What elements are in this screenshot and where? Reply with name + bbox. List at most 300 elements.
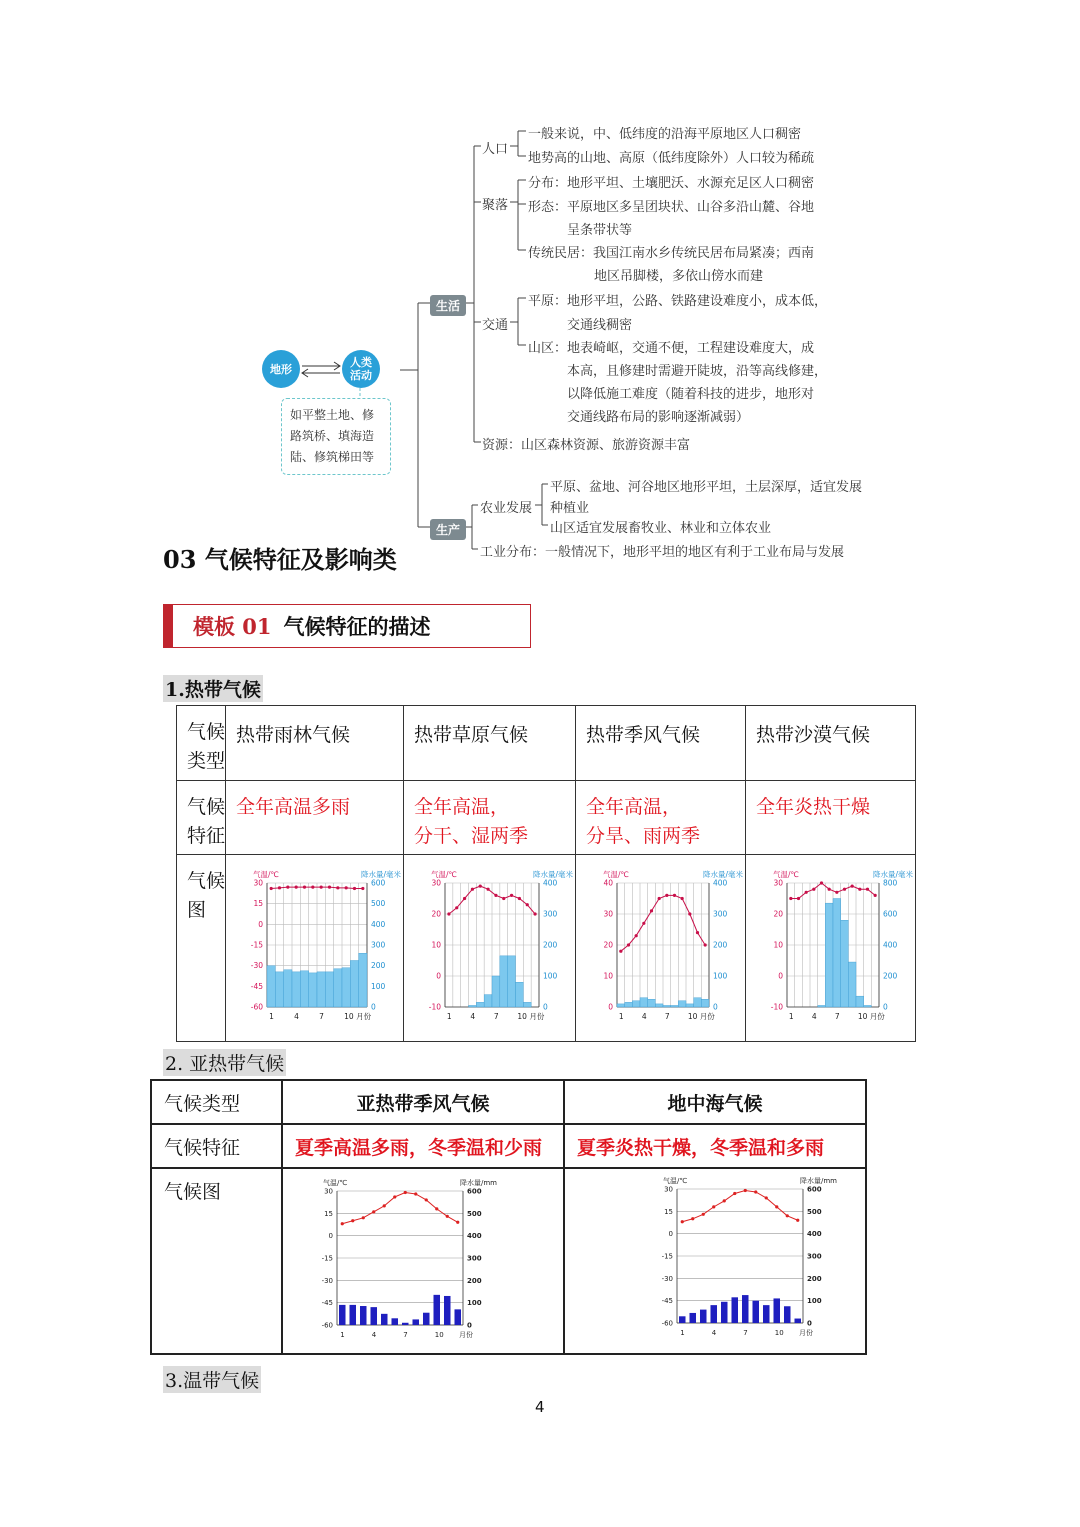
precip-bar (784, 1306, 791, 1323)
population-line: 地势高的山地、高原（低纬度除外）人口较为稀疏 (528, 151, 815, 166)
precip-bar (476, 1002, 484, 1007)
temp-point (681, 897, 684, 900)
precip-tick-label: 400 (713, 878, 728, 888)
precip-bar (391, 1318, 398, 1325)
x-tick-label: 10 月份 (344, 1012, 372, 1021)
precip-bar (689, 1313, 696, 1323)
precip-bar (267, 966, 275, 1007)
precip-bar (794, 1319, 801, 1323)
temp-point (383, 1204, 386, 1207)
precip-tick-label: 600 (883, 909, 898, 919)
x-tick-label: 1 (446, 1012, 452, 1021)
temp-tick-label: 10 (773, 940, 783, 950)
temp-point (805, 891, 808, 894)
precip-bar (679, 1316, 686, 1323)
traffic-line: 以降低施工难度（随着科技的进步，地形对 (567, 387, 815, 402)
precip-bar (339, 1305, 346, 1325)
precip-axis-label: 降水量/mm (800, 1177, 837, 1185)
precip-bar (632, 1001, 640, 1007)
temp-point (797, 897, 800, 900)
temp-point (502, 897, 505, 900)
precip-bar (773, 1298, 780, 1323)
temp-point (414, 1192, 417, 1195)
precip-tick-label: 200 (543, 940, 558, 950)
settlement-line: 呈条带状等 (567, 223, 633, 238)
precip-bar (412, 1319, 419, 1325)
precip-bar (309, 973, 317, 1007)
x-tick-label: 10 月份 (517, 1012, 545, 1021)
traffic-line: 本高，且修建时需避开陡坡，沿等高线修建， (567, 364, 828, 379)
temp-point (702, 1213, 705, 1216)
temp-point (518, 897, 521, 900)
human-activity-node: 人类 活动 (342, 350, 380, 388)
precip-tick-label: 0 (543, 1002, 548, 1012)
precip-axis-label: 降水量/毫米 (872, 870, 913, 879)
temp-point (404, 1191, 407, 1194)
temp-tick-label: 20 (431, 909, 441, 919)
feature-cell: 夏季炎热干燥，冬季温和多雨 (564, 1124, 866, 1168)
temp-point (765, 1196, 768, 1199)
temp-point (796, 1219, 799, 1222)
examples-line: 如平整土地、修 (290, 408, 375, 422)
temp-point (789, 897, 792, 900)
x-tick-label: 1 (340, 1331, 345, 1339)
x-tick-label: 1 (269, 1012, 274, 1021)
x-tick-label: 4 (811, 1012, 817, 1021)
subtropical-heading: 2. 亚热带气候 (163, 1049, 286, 1076)
precip-bar (752, 1301, 759, 1323)
temp-point (619, 950, 622, 953)
precip-tick-label: 600 (467, 1187, 482, 1196)
tropical-table (176, 705, 916, 1042)
chart-cell (226, 855, 404, 1042)
temp-axis-label: 气温/℃ (663, 1177, 688, 1185)
precip-bar (508, 956, 516, 1007)
temp-tick-label: -15 (250, 940, 263, 950)
row-label-chart: 气候图 (151, 1168, 282, 1354)
temp-point (696, 931, 699, 934)
traffic-line: 交通线路布局的影响逐渐减弱） (567, 410, 750, 425)
temp-point (723, 1199, 726, 1202)
temp-point (494, 894, 497, 897)
temp-tick-label: 0 (328, 1232, 333, 1241)
type-cell: 热带草原气候 (404, 706, 576, 781)
temp-point (658, 897, 661, 900)
precip-bar (710, 1305, 717, 1323)
temp-point (479, 885, 482, 888)
template-banner (163, 604, 531, 648)
precip-bar (370, 1307, 377, 1325)
temp-tick-label: 15 (324, 1209, 333, 1218)
temp-tick-label: 30 (603, 909, 613, 919)
temp-point (704, 943, 707, 946)
x-tick-label: 7 (834, 1012, 840, 1021)
temp-point (351, 1219, 354, 1222)
precip-tick-label: 100 (807, 1297, 822, 1306)
x-tick-label: 4 (371, 1331, 377, 1339)
precip-bar (300, 971, 308, 1007)
template-title: 气候特征的描述 (283, 614, 431, 639)
temp-tick-label: 20 (773, 909, 783, 919)
chart-cell (564, 1168, 866, 1354)
precip-bar (701, 999, 709, 1007)
temp-point (812, 888, 815, 891)
precip-bar (721, 1302, 728, 1323)
temp-tick-label: -60 (661, 1319, 673, 1328)
temp-tick-label: 30 (773, 878, 783, 888)
precip-bar (848, 962, 856, 1007)
x-tick-label: 7 (403, 1331, 408, 1339)
precip-bar (694, 998, 702, 1007)
temp-tick-label: 30 (324, 1187, 333, 1196)
temp-tick-label: 0 (436, 971, 441, 981)
precip-bar (342, 968, 350, 1007)
climate-chart-rainforest (229, 869, 403, 1029)
precip-bar (700, 1310, 707, 1323)
chart-cell (282, 1168, 564, 1354)
precip-tick-label: 0 (883, 1002, 888, 1012)
temp-tick-label: 15 (664, 1207, 673, 1216)
temp-point (786, 1214, 789, 1217)
temp-point (874, 894, 877, 897)
temp-tick-label: 10 (603, 971, 613, 981)
precip-bar (523, 1002, 531, 1007)
temp-point (455, 906, 458, 909)
temp-point (425, 1198, 428, 1201)
x-tick-label: 4 (711, 1329, 717, 1337)
feature-cell: 全年高温， 分干、湿两季 (404, 781, 576, 855)
precip-tick-label: 100 (543, 971, 558, 981)
examples-line: 陆、修筑梯田等 (290, 450, 375, 464)
precip-tick-label: 400 (371, 919, 386, 929)
precip-tick-label: 200 (467, 1276, 482, 1285)
type-cell: 亚热带季风气候 (282, 1080, 564, 1124)
settlement-line: 形态：平原地区多呈团块状、山谷多沿山麓、谷地 (528, 200, 815, 215)
precip-bar (402, 1323, 409, 1325)
precip-bar (469, 1005, 477, 1007)
agri-line: 平原、盆地、河谷地区地形平坦，土层深厚，适宜发展 (550, 480, 863, 495)
temp-point (627, 943, 630, 946)
row-label-type: 气候类型 (151, 1080, 282, 1124)
temperate-heading: 3.温带气候 (163, 1366, 261, 1393)
x-tick-label: 4 (641, 1012, 647, 1021)
temp-tick-label: -30 (321, 1276, 333, 1285)
x-tick-label: 4 (470, 1012, 476, 1021)
page-number: 4 (535, 1398, 545, 1416)
row-label-feature: 气候特征 (151, 1124, 282, 1168)
precip-bar (444, 1296, 451, 1325)
life-node: 生活 (430, 295, 466, 316)
precip-tick-label: 400 (467, 1232, 482, 1241)
x-tick-label: 10 (774, 1329, 784, 1337)
temp-point (372, 1210, 375, 1213)
precip-bar (284, 970, 292, 1007)
climate-chart-monsoon (579, 869, 745, 1029)
precip-tick-label: 500 (467, 1209, 482, 1218)
precip-bar (742, 1295, 749, 1323)
precip-tick-label: 300 (467, 1254, 482, 1263)
resource-line: 资源：山区森林资源、旅游资源丰富 (482, 438, 691, 453)
climate-chart-mediterranean (639, 1175, 839, 1345)
temp-point (744, 1189, 747, 1192)
temp-point (820, 881, 823, 884)
precip-bar (841, 920, 849, 1007)
temp-point (843, 888, 846, 891)
temp-tick-label: -60 (321, 1321, 333, 1330)
production-node: 生产 (430, 519, 466, 540)
temp-tick-label: 30 (431, 878, 441, 888)
precip-tick-label: 600 (807, 1185, 822, 1194)
precip-bar (350, 961, 358, 1008)
examples-line: 路筑桥、填海造 (290, 429, 375, 443)
precip-bar (292, 972, 300, 1007)
industry-line: 工业分布：一般情况下，地形平坦的地区有利于工业布局与发展 (480, 545, 845, 560)
type-cell: 热带季风气候 (576, 706, 746, 781)
climate-chart-savanna (407, 869, 575, 1029)
precip-tick-label: 300 (371, 940, 386, 950)
chart-cell (576, 855, 746, 1042)
precip-axis-label: 降水量/毫米 (532, 870, 573, 879)
temp-axis-label: 气温/℃ (323, 1179, 348, 1187)
temp-point (851, 885, 854, 888)
precip-axis-label: 降水量/mm (460, 1179, 497, 1187)
precip-tick-label: 200 (807, 1274, 822, 1283)
feature-cell: 全年高温， 分旱、雨两季 (576, 781, 746, 855)
temp-point (361, 887, 364, 890)
temp-point (278, 886, 281, 889)
temp-axis-label: 气温/℃ (603, 870, 629, 879)
temp-point (393, 1195, 396, 1198)
temp-point (295, 886, 298, 889)
x-tick-label: 10 (434, 1331, 444, 1339)
settlement-label: 聚落 (482, 198, 509, 213)
temp-point (286, 886, 289, 889)
temp-point (733, 1192, 736, 1195)
traffic-line: 交通线稠密 (567, 318, 633, 333)
row-label-chart: 气候 图 (177, 855, 226, 1042)
precip-bar (763, 1305, 770, 1323)
temp-point (754, 1190, 757, 1193)
temp-point (435, 1207, 438, 1210)
temp-line (342, 1192, 458, 1223)
temp-tick-label: 0 (778, 971, 783, 981)
temp-point (642, 922, 645, 925)
precip-bar (484, 995, 492, 1007)
precip-bar (423, 1313, 430, 1325)
temp-point (533, 912, 536, 915)
temp-point (866, 888, 869, 891)
precip-tick-label: 100 (467, 1299, 482, 1308)
x-tick-label: 10 月份 (857, 1012, 885, 1021)
temp-tick-label: -10 (770, 1002, 783, 1012)
precip-tick-label: 300 (807, 1252, 822, 1261)
temp-point (303, 886, 306, 889)
traffic-line: 平原：地形平坦，公路、铁路建设难度小，成本低， (528, 294, 828, 309)
precip-tick-label: 0 (371, 1002, 376, 1012)
settlement-line: 地区吊脚楼，多依山傍水而建 (594, 269, 764, 284)
temp-point (456, 1221, 459, 1224)
temp-axis-label: 气温/℃ (253, 870, 279, 879)
chart-cell (746, 855, 916, 1042)
subtropical-table (150, 1079, 867, 1355)
type-cell: 地中海气候 (564, 1080, 866, 1124)
agri-line: 山区适宜发展畜牧业、林业和立体农业 (550, 521, 772, 536)
precip-bar (818, 1005, 826, 1007)
precip-bar (516, 982, 524, 1007)
agri-label: 农业发展 (480, 501, 533, 516)
temp-point (362, 1216, 365, 1219)
precip-bar (663, 1005, 671, 1007)
temp-tick-label: 20 (603, 940, 613, 950)
precip-bar (731, 1297, 738, 1323)
temp-point (353, 887, 356, 890)
x-tick-label: 月份 (799, 1329, 813, 1337)
traffic-line: 山区：地表崎岖，交通不便，工程建设难度大，成 (528, 341, 815, 356)
population-line: 一般来说，中、低纬度的沿海平原地区人口稠密 (528, 127, 802, 142)
temp-tick-label: 15 (253, 899, 263, 909)
precip-bar (325, 972, 333, 1007)
temp-point (673, 894, 676, 897)
precip-bar (492, 976, 500, 1007)
precip-tick-label: 200 (713, 940, 728, 950)
temp-tick-label: 0 (608, 1002, 613, 1012)
x-tick-label: 月份 (459, 1331, 473, 1339)
temp-point (311, 886, 314, 889)
type-cell: 热带雨林气候 (226, 706, 404, 781)
temp-point (345, 886, 348, 889)
temp-tick-label: 0 (258, 919, 263, 929)
precip-tick-label: 600 (371, 878, 386, 888)
type-cell: 热带沙漠气候 (746, 706, 916, 781)
precip-bar (359, 953, 367, 1007)
examples-box (281, 398, 391, 475)
precip-axis-label: 降水量/毫米 (702, 870, 743, 879)
precip-tick-label: 0 (713, 1002, 718, 1012)
precip-tick-label: 100 (713, 971, 728, 981)
tropical-heading: 1.热带气候 (163, 675, 263, 702)
terrain-node: 地形 (262, 350, 300, 388)
precip-tick-label: 200 (883, 971, 898, 981)
precip-bar (433, 1295, 440, 1325)
template-code: 模板 01 (193, 614, 272, 639)
precip-axis-label: 降水量/毫米 (360, 870, 401, 879)
temp-point (463, 897, 466, 900)
temp-point (775, 1205, 778, 1208)
temp-tick-label: 0 (668, 1230, 673, 1239)
population-label: 人口 (482, 142, 509, 157)
temp-tick-label: -15 (661, 1252, 673, 1261)
temp-tick-label: 30 (253, 878, 263, 888)
feature-cell: 全年高温多雨 (226, 781, 404, 855)
x-tick-label: 4 (294, 1012, 299, 1021)
temp-point (691, 1217, 694, 1220)
x-tick-label: 7 (664, 1012, 670, 1021)
temp-point (446, 1215, 449, 1218)
x-tick-label: 1 (680, 1329, 685, 1337)
temp-tick-label: 30 (664, 1185, 673, 1194)
temp-axis-label: 气温/℃ (773, 870, 799, 879)
temp-point (858, 888, 861, 891)
row-label-feature: 气候 特征 (177, 781, 226, 855)
precip-bar (317, 972, 325, 1007)
precip-bar (617, 1004, 625, 1007)
temp-point (320, 886, 323, 889)
temp-axis-label: 气温/℃ (431, 870, 457, 879)
temp-point (471, 888, 474, 891)
temp-point (341, 1222, 344, 1225)
temp-tick-label: -45 (321, 1299, 333, 1308)
precip-bar (275, 972, 283, 1007)
temp-point (681, 1220, 684, 1223)
climate-chart-desert (749, 869, 915, 1029)
precip-bar (360, 1306, 367, 1325)
precip-tick-label: 400 (883, 940, 898, 950)
precip-bar (349, 1305, 356, 1325)
temp-point (688, 912, 691, 915)
temp-point (510, 894, 513, 897)
precip-tick-label: 100 (371, 981, 386, 991)
precip-bar (825, 903, 833, 1007)
precip-tick-label: 400 (543, 878, 558, 888)
temp-point (712, 1205, 715, 1208)
precip-bar (648, 999, 656, 1007)
temp-point (328, 886, 331, 889)
traffic-label: 交通 (482, 318, 509, 333)
precip-tick-label: 300 (713, 909, 728, 919)
x-tick-label: 7 (319, 1012, 324, 1021)
agri-line: 种植业 (550, 501, 590, 516)
precip-bar (625, 1002, 633, 1007)
temp-point (270, 887, 273, 890)
precip-bar (334, 969, 342, 1007)
temp-point (665, 894, 668, 897)
temp-tick-label: -45 (661, 1297, 673, 1306)
precip-tick-label: 200 (371, 961, 386, 971)
precip-bar (500, 956, 508, 1007)
feature-cell: 全年炎热干燥 (746, 781, 916, 855)
precip-bar (856, 996, 864, 1007)
x-tick-label: 7 (493, 1012, 499, 1021)
x-tick-label: 1 (618, 1012, 624, 1021)
climate-chart-subtropical-monsoon (299, 1177, 499, 1347)
temp-tick-label: -45 (250, 981, 263, 991)
precip-tick-label: 0 (807, 1319, 812, 1328)
temp-point (447, 912, 450, 915)
precip-tick-label: 800 (883, 878, 898, 888)
temp-tick-label: -60 (250, 1002, 263, 1012)
precip-tick-label: 500 (807, 1207, 822, 1216)
temp-tick-label: -30 (250, 961, 263, 971)
precip-bar (381, 1314, 388, 1325)
precip-bar (454, 1309, 461, 1325)
temp-tick-label: -30 (661, 1274, 673, 1283)
precip-bar (640, 998, 648, 1007)
x-tick-label: 1 (788, 1012, 794, 1021)
precip-bar (833, 899, 841, 1008)
temp-point (526, 903, 529, 906)
temp-tick-label: 10 (431, 940, 441, 950)
temp-point (828, 888, 831, 891)
feature-cell: 夏季高温多雨，冬季温和少雨 (282, 1124, 564, 1168)
precip-tick-label: 400 (807, 1230, 822, 1239)
precip-bar (655, 1004, 663, 1007)
settlement-line: 分布：地形平坦、土壤肥沃、水源充足区人口稠密 (528, 176, 815, 191)
temp-point (835, 891, 838, 894)
temp-line (682, 1190, 798, 1221)
temp-point (650, 909, 653, 912)
precip-bar (686, 1004, 694, 1007)
settlement-line: 传统民居：我国江南水乡传统民居布局紧凑；西南 (528, 246, 815, 261)
